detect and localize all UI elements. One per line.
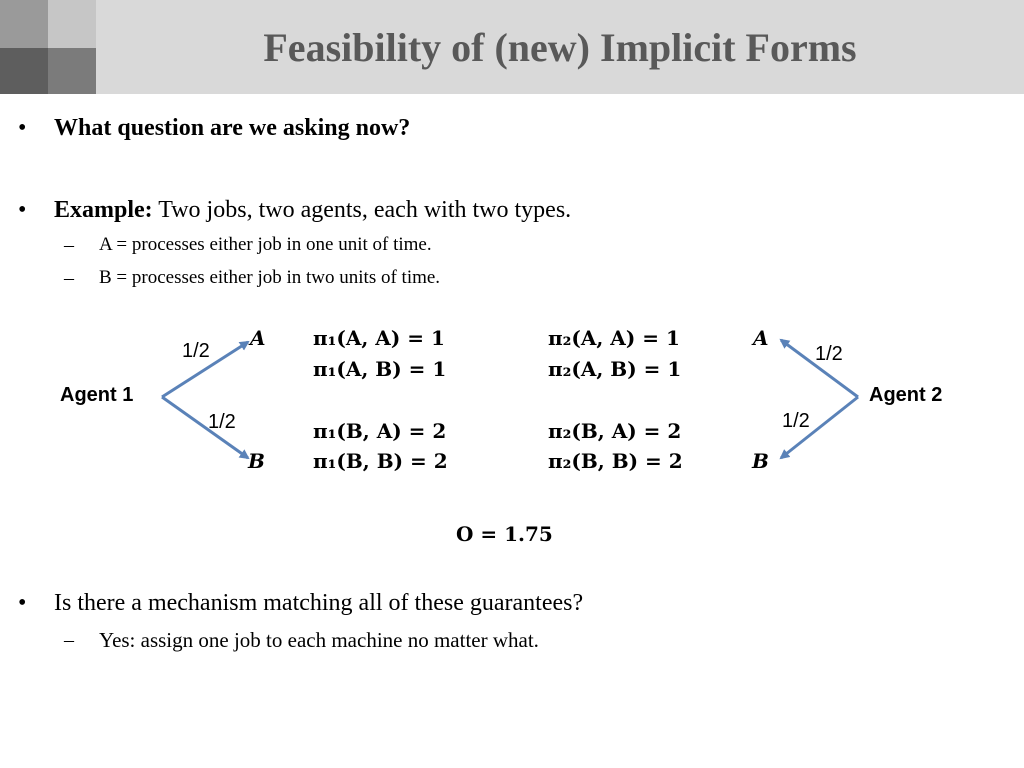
pi1-aa: π₁(A, A) = 1 (313, 326, 445, 350)
pi1-ba: π₁(B, A) = 2 (313, 419, 447, 443)
agent-2-label: Agent 2 (869, 384, 943, 406)
example-label: Example: (54, 197, 153, 223)
dash-marker: – (64, 267, 74, 289)
type-a-label: A (753, 326, 769, 350)
dash-marker: – (64, 629, 74, 651)
type-a-definition: A = processes either job in one unit of time. (99, 234, 432, 255)
type-b-label: B (752, 449, 769, 473)
pi2-ba: π₂(B, A) = 2 (548, 419, 682, 443)
probability-label: 1/2 (815, 343, 843, 365)
type-b-label: B (248, 449, 265, 473)
pi1-ab: π₁(A, B) = 1 (313, 357, 447, 381)
mechanism-answer: Yes: assign one job to each machine no matter what. (99, 628, 539, 652)
probability-label: 1/2 (782, 410, 810, 432)
bullet-marker: • (18, 197, 27, 223)
type-b-definition: B = processes either job in two units of time. (99, 267, 441, 288)
pi2-aa: π₂(A, A) = 1 (548, 326, 680, 350)
slide-title: Feasibility of (new) Implicit Forms (263, 25, 857, 70)
pi1-bb: π₁(B, B) = 2 (313, 449, 448, 473)
probability-label: 1/2 (182, 340, 210, 362)
bullet-question: What question are we asking now? (54, 115, 411, 141)
probability-label: 1/2 (208, 411, 236, 433)
bullet-marker: • (18, 590, 27, 616)
bullet-marker: • (18, 115, 27, 141)
dash-marker: – (64, 234, 74, 256)
type-a-label: A (250, 326, 266, 350)
objective-value: O = 1.75 (456, 522, 553, 546)
pi2-bb: π₂(B, B) = 2 (548, 449, 683, 473)
bullet-mechanism-question: Is there a mechanism matching all of these guarantees? (54, 590, 584, 616)
pi2-ab: π₂(A, B) = 1 (548, 357, 682, 381)
example-text: Two jobs, two agents, each with two types. (152, 197, 572, 223)
agent-1-label: Agent 1 (60, 384, 134, 406)
